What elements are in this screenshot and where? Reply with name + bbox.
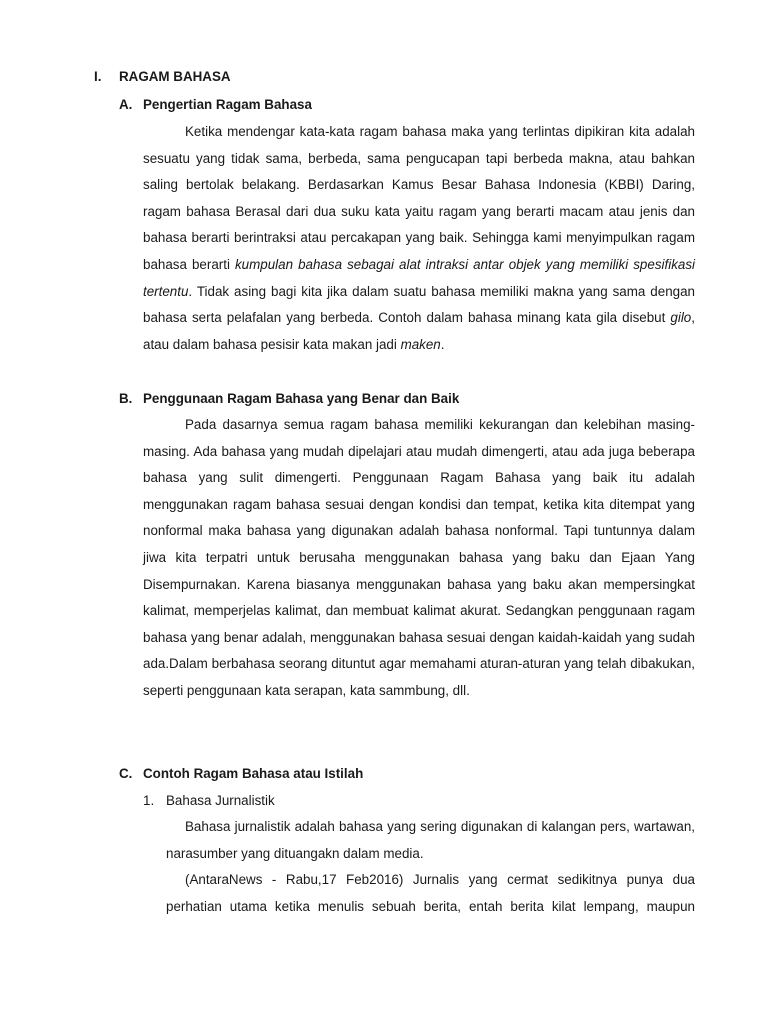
section-a-italic-maken: maken [400,336,441,352]
section-b-paragraph: Pada dasarnya semua ragam bahasa memiliki kekurangan dan kelebihan masing-masing. Ada bahasa yang mudah dipelajari atau mudah dimengerti, atau ada juga beberapa bahasa yang sulit dimengerti. Penggunaan Ragam Bahasa yang baik itu adalah menggunakan ragam bahasa sesuai dengan kondisi dan tempat, ketika kita ditempat yang nonformal maka bahasa yang digunakan adalah bahasa nonformal. Tapi tuntunnya dalam jiwa kita terpatri untuk berusaha menggunakan bahasa yang baku dan Ejaan Yang Disempurnakan. Karena biasanya menggunakan bahasa yang baku akan mempersingkat kalimat, memperjelas kalimat, dan membuat kalimat akurat. Sedangkan penggunaan ragam bahasa yang benar adalah, menggunakan bahasa sesuai dengan kaidah-kaidah yang sudah ada.Dalam berbahasa seorang dituntut agar memahami aturan-aturan yang telah dibakukan, seperti penggunaan kata serapan, kata sammbung, dll. [143,417,695,698]
section-b-title: Penggunaan Ragam Bahasa yang Benar dan Baik [143,391,460,406]
section-c-title: Contoh Ragam Bahasa atau Istilah [143,766,364,781]
section-a-text-2: . Tidak asing bagi kita jika dalam suatu bahasa memiliki makna yang sama dengan bahasa serta pelafalan yang berbeda. Contoh dalam bahasa minang kata gila disebut [143,283,695,326]
section-a-text-1: Ketika mendengar kata-kata ragam bahasa maka yang terlintas dipikiran kita adalah sesuatu yang tidak sama, berbeda, sama pengucapan tapi berbeda makna, atau bahkan saling bertolak belakang. Berdasarkan Kamus Besar Bahasa Indonesia (KBBI) Daring, ragam bahasa Berasal dari dua suku kata yaitu ragam yang berarti macam atau jenis dan bahasa berarti berintraksi atau percakapan yang baik. Sehingga kami menyimpulkan ragam bahasa berarti [143,124,695,272]
item-1-number: 1. [143,793,155,808]
item-1-paragraph-2: (AntaraNews - Rabu,17 Feb2016) Jurnalis yang cermat sedikitnya punya dua perhatian utama ketika menulis sebuah berita, entah berita kilat lempang, maupun [166,872,695,914]
section-a-text-4: . [440,336,445,352]
section-i-title: RAGAM BAHASA [119,69,231,84]
section-a-paragraph [143,119,695,358]
section-a-italic-definition: kumpulan bahasa sebagai alat intraksi antar objek yang memiliki spesifikasi tertentu [143,256,696,299]
section-a-letter: A. [119,97,133,112]
section-a-italic-gilo: gilo [670,310,692,326]
section-a-text-3: , atau dalam bahasa pesisir kata makan jadi [143,310,695,352]
item-1-paragraph-1: Bahasa jurnalistik adalah bahasa yang sering digunakan di kalangan pers, wartawan, narasumber yang dituangakn dalam media. [166,819,695,861]
section-b-letter: B. [119,391,133,406]
section-a-title: Pengertian Ragam Bahasa [143,97,312,112]
item-1-title: Bahasa Jurnalistik [166,793,275,808]
section-i-number: I. [94,69,102,84]
section-c-letter: C. [119,766,133,781]
